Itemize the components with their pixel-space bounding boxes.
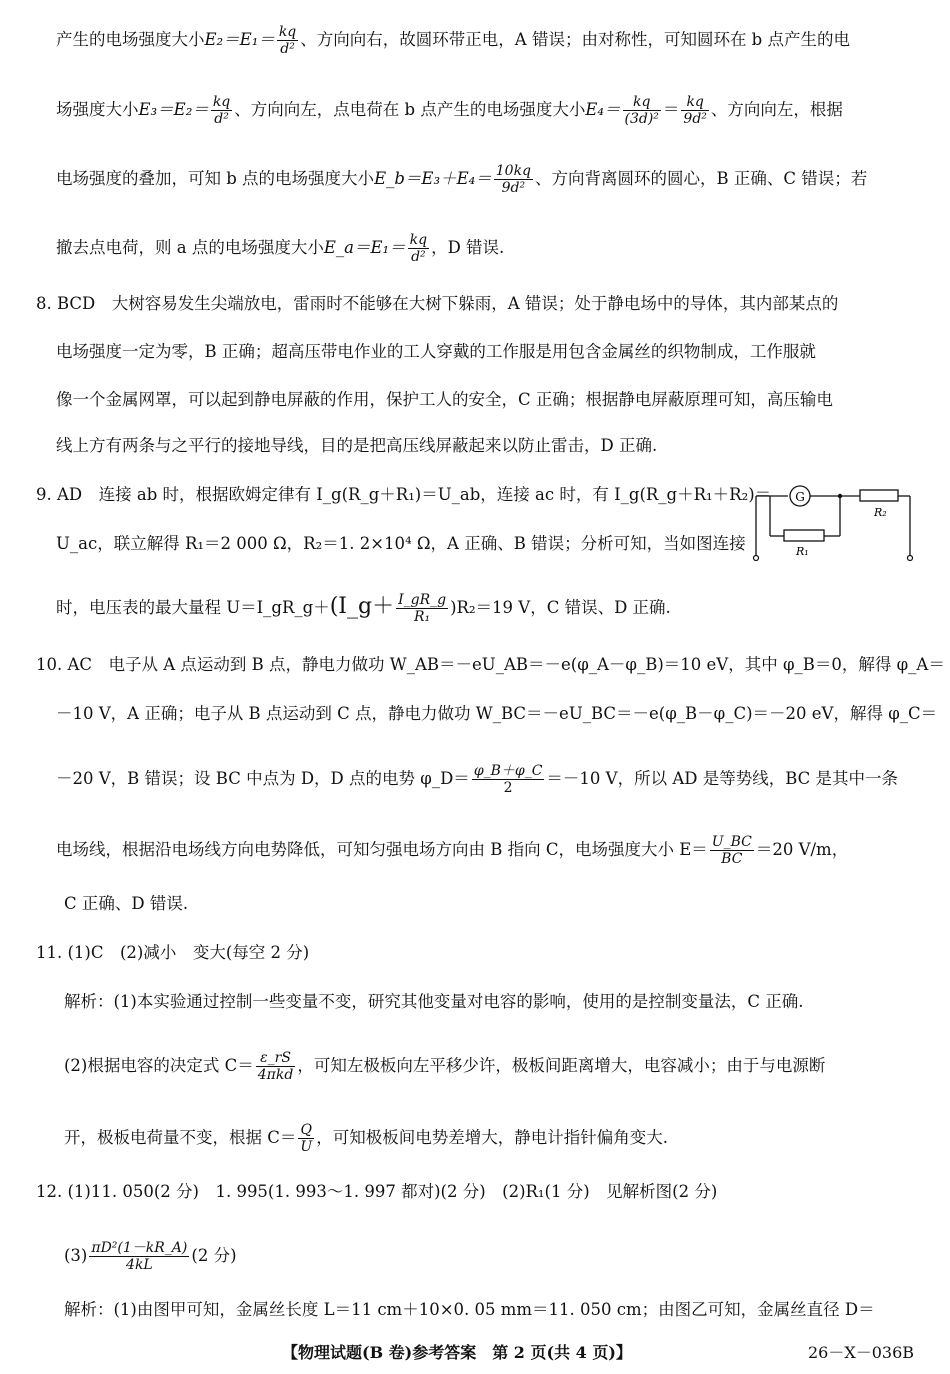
q7-line-4 (56, 232, 504, 265)
fraction-igrg-r1: $\frac{I\_gR\_g}{\text{R₁}}$ (398, 592, 447, 625)
r1-label: R₁ (796, 545, 809, 558)
q7-line-1 (56, 24, 850, 57)
footer-title: 【物理试题(B 卷)参考答案 第 2 页(共 4 页)】 (282, 1343, 632, 1362)
terminal-a (754, 556, 759, 561)
fraction-10kq-9d2: $\frac{10kq}{\text{9d²}}$ (495, 163, 532, 196)
q7-text: 、方向向左，根据 (710, 100, 843, 119)
q8-line-2: 电场强度一定为零，B 正确；超高压带电作业的工人穿戴的工作服是用包含金属丝的织物制成，工作服就 (56, 342, 816, 361)
q12-line-1: 12. (1)11. 050(2 分) 1. 995(1. 993～1. 997 都对)(2 分) (2)R₁(1 分) 见解析图(2 分) (36, 1182, 718, 1201)
q7-text: 电场强度的叠加，可知 b 点的电场强度大小 (56, 169, 375, 188)
q7-line-2: 场强度大小E₃＝E₂＝ $\frac{kq}{\text{d²}}$ 、方向向左，点电荷在 b 点产生的电场强度大小E₄＝ $\frac{kq}{\text{(3d)²}}$ ＝ $\frac{kq}{\text{9d²}}$ 、方向向左，根据 (56, 94, 843, 127)
q7-line-3 (56, 163, 867, 196)
fraction-kq-d2: $\frac{kq}{\text{d²}}$ (278, 24, 297, 57)
q7-formula: E₃＝E₂＝ (138, 100, 209, 119)
q7-text: ，D 错误. (431, 238, 505, 257)
resistor-r2 (860, 490, 898, 501)
q10-line-1: 10. AC 电子从 A 点运动到 B 点，静电力做功 W_AB＝－eU_AB＝－e(φ_A－φ_B)＝10 eV，其中 φ_B＝0，解得 φ_A＝ (36, 655, 945, 674)
fraction-kq-d2: $\frac{kq}{\text{d²}}$ (212, 94, 231, 127)
circuit-diagram (748, 480, 918, 562)
q8-line-1: 8. BCD 大树容易发生尖端放电，雷雨时不能够在大树下躲雨，A 错误；处于静电场中的导体，其内部某点的 (36, 294, 839, 313)
q8-line-4: 线上方有两条与之平行的接地导线，目的是把高压线屏蔽起来以防止雷击，D 正确. (56, 436, 658, 455)
q7-text: 撤去点电荷，则 a 点的电场强度大小 (56, 238, 324, 257)
r2-label: R₂ (874, 506, 887, 519)
q7-text: 、方向向左，点电荷在 b 点产生的电场强度大小 (234, 100, 586, 119)
q10-line-5: C 正确、D 错误. (64, 894, 189, 913)
q7-text: 场强度大小 (56, 100, 139, 119)
q9-line-3: 时，电压表的最大量程 U＝I_gR_g＋(I_g＋ $\frac{I\_gR\_g}{\text{R₁}}$ )R₂＝19 V，C 错误、D 正确. (56, 592, 671, 625)
q12-line-2: (3) $\frac{\text{πD²(1－kR\_A)}}{4kL}$ (2 分) (64, 1240, 237, 1273)
fraction-kq-9d2: $\frac{kq}{\text{9d²}}$ (683, 94, 707, 127)
fraction-kq-3d2: $\frac{kq}{\text{(3d)²}}$ (624, 94, 659, 127)
fraction-q-u: $\frac{Q}{U}$ (300, 1122, 313, 1155)
node-b (838, 494, 842, 498)
q11-line-1: 11. (1)C (2)减小 变大(每空 2 分) (36, 943, 310, 962)
fraction-ubc-bc: $\frac{U\_BC}{BC}$ (711, 834, 752, 867)
q7-formula: E_a＝E₁＝ (323, 238, 406, 257)
q11-line-3: (2)根据电容的决定式 C＝ $\frac{\varepsilon\_rS}{\text{4πkd}}$ ，可知左极板向左平移少许，极板间距离增大，电容减小；由于与电源断 (64, 1050, 826, 1083)
resistor-r1 (784, 530, 824, 541)
q10-line-4: 电场线，根据沿电场线方向电势降低，可知匀强电场方向由 B 指向 C，电场强度大小 E＝ $\frac{U\_BC}{BC}$ ＝20 V/m， (56, 834, 849, 867)
q10-line-2: －10 V，A 正确；电子从 B 点运动到 C 点，静电力做功 W_BC＝－eU_BC＝－e(φ_B－φ_C)＝－20 eV，解得 φ_C＝ (56, 704, 938, 723)
fraction-resistivity: $\frac{\text{πD²(1－kR\_A)}}{4kL}$ (91, 1240, 188, 1273)
q7-formula: E₄＝ (585, 100, 621, 119)
q8-line-3: 像一个金属网罩，可以起到静电屏蔽的作用，保护工人的安全，C 正确；根据静电屏蔽原理可知，高压输电 (56, 390, 833, 409)
fraction-kq-d2: $\frac{kq}{\text{d²}}$ (409, 232, 428, 265)
q12-line-3: 解析：(1)由图甲可知，金属丝长度 L＝11 cm＋10×0. 05 mm＝11. 050 cm；由图乙可知，金属丝直径 D＝ (64, 1300, 875, 1319)
footer-code: 26－X－036B (808, 1343, 915, 1362)
q7-formula: E₂＝E₁＝ (204, 30, 275, 49)
q7-text: 、方向向右，故圆环带正电，A 错误；由对称性，可知圆环在 b 点产生的电 (300, 30, 850, 49)
q9-line-1: 9. AD 连接 ab 时，根据欧姆定律有 I_g(R_g＋R₁)＝U_ab，连接 ac 时，有 I_g(R_g＋R₁＋R₂)＝ (36, 485, 772, 504)
q11-line-4: 开，极板电荷量不变，根据 C＝ $\frac{Q}{U}$ ，可知极板间电势差增大，静电计指针偏角变大. (64, 1122, 668, 1155)
fraction-capacitance: $\frac{\varepsilon\_rS}{\text{4πkd}}$ (257, 1050, 294, 1083)
q9-line-2: U_ac，联立解得 R₁＝2 000 Ω，R₂＝1. 2×10⁴ Ω，A 正确、B 错误；分析可知，当如图连接 (56, 534, 746, 553)
q7-text: 、方向背离圆环的圆心，B 正确、C 错误；若 (535, 169, 868, 188)
q11-line-2: 解析：(1)本实验通过控制一些变量不变，研究其他变量对电容的影响，使用的是控制变量法，C 正确. (64, 992, 804, 1011)
q10-line-3: －20 V，B 错误；设 BC 中点为 D，D 点的电势 φ_D＝ $\frac{\varphi\_B+\varphi\_C}{2}$ ＝－10 V，所以 AD 是等势线，BC 是其中一条 (56, 763, 899, 796)
q7-formula: E_b＝E₃＋E₄＝ (374, 169, 492, 188)
terminal-c (908, 556, 913, 561)
fraction-phi-mid: $\frac{\varphi\_B+\varphi\_C}{2}$ (473, 763, 543, 796)
q7-text: 产生的电场强度大小 (56, 30, 205, 49)
galvanometer-label: G (795, 490, 805, 504)
